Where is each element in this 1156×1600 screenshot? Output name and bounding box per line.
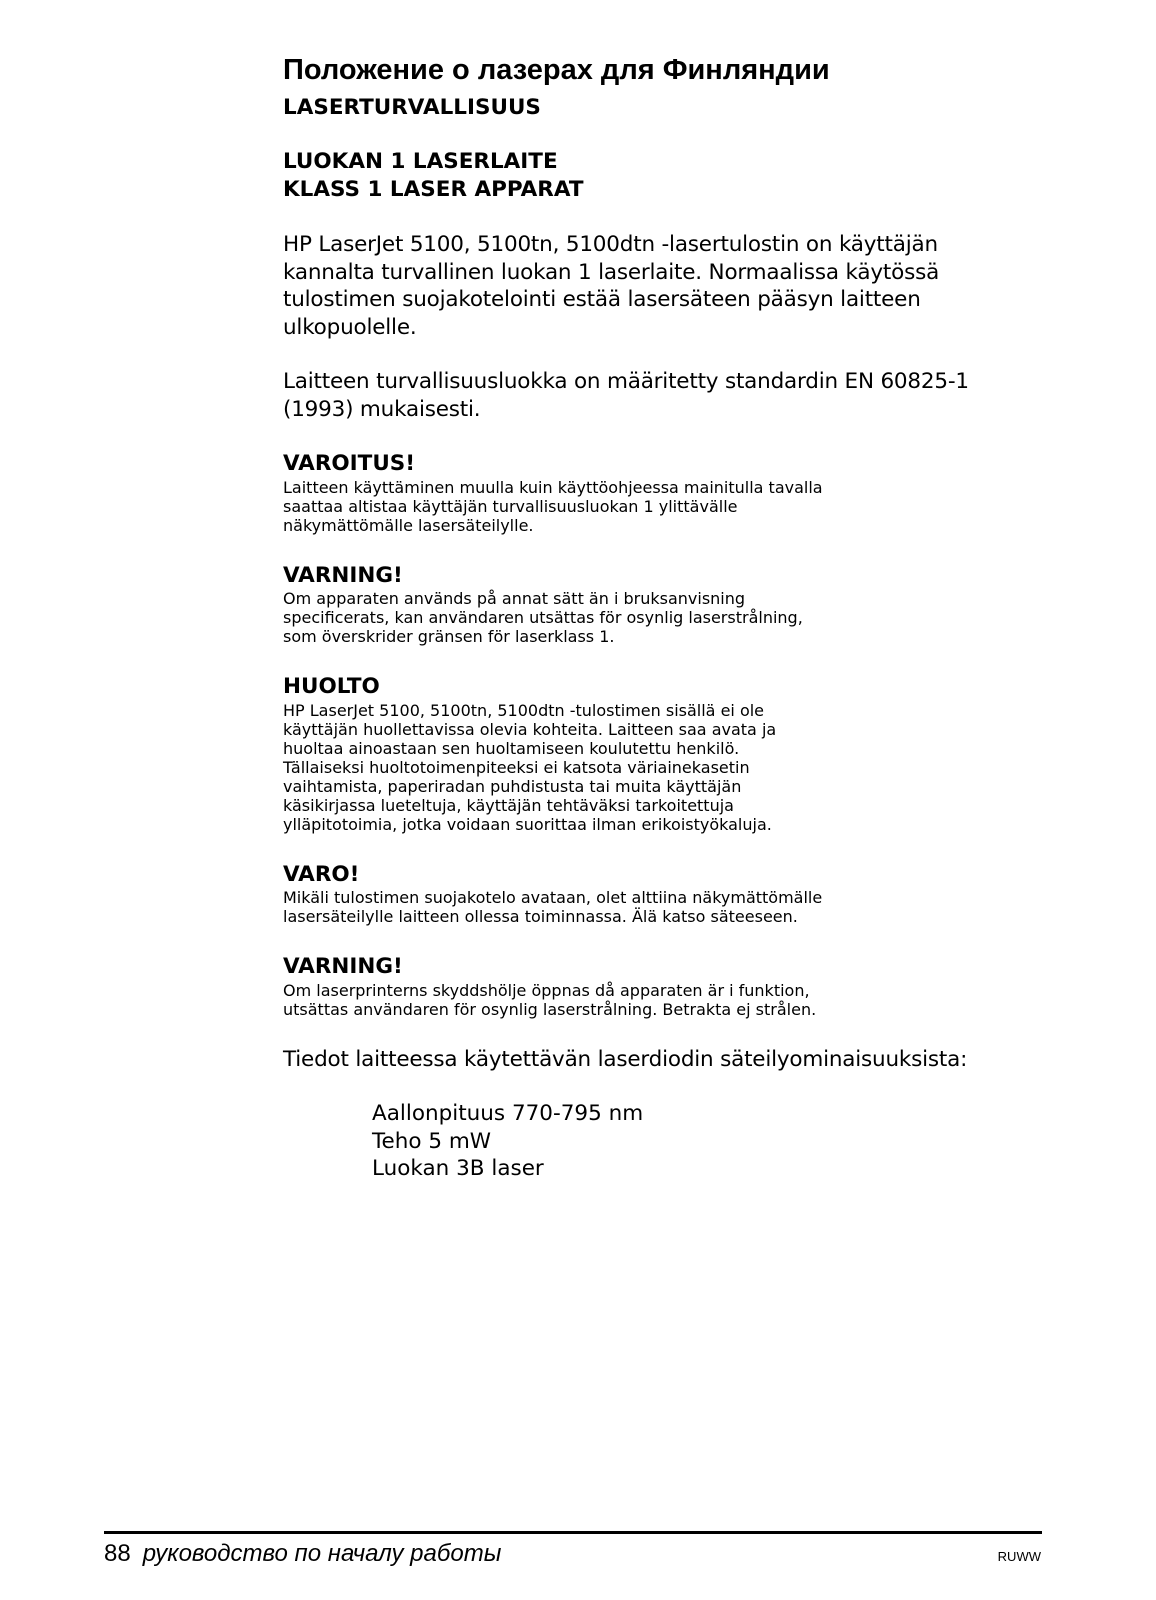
diode-intro bbox=[283, 1046, 1063, 1074]
spec-line: Teho 5 mW bbox=[372, 1128, 492, 1154]
warning-line: käyttäjän huollettavissa olevia kohteita. Laitteen saa avata ja bbox=[283, 719, 777, 739]
standard-line: Laitteen turvallisuusluokka on määritetty standardin EN 60825-1 bbox=[283, 369, 969, 394]
guide-title: руководство по началу работы bbox=[142, 1540, 502, 1567]
footer-left bbox=[104, 1539, 501, 1569]
standard-paragraph bbox=[283, 368, 1063, 423]
warning-line: Om apparaten används på annat sätt än i bruksanvisning bbox=[283, 589, 746, 608]
document-content bbox=[283, 52, 1063, 1183]
diode-specs bbox=[372, 1100, 1063, 1183]
laser-class-block bbox=[283, 148, 1063, 204]
warning-line: vaihtamista, paperiradan puhdistusta tai muita käyttäjän bbox=[283, 776, 742, 796]
warning-line: Om laserprinterns skyddshölje öppnas då apparaten är i funktion, bbox=[283, 980, 810, 1000]
warning-line: utsättas användaren för osynlig laserstrålning. Betrakta ej strålen. bbox=[283, 999, 817, 1019]
warning-line: specificerats, kan användaren utsättas för osynlig laserstrålning, bbox=[283, 608, 803, 627]
diode-intro-line: Tiedot laitteessa käytettävän laserdiodin säteilyominaisuuksista: bbox=[283, 1046, 968, 1072]
warning-line: saattaa altistaa käyttäjän turvallisuusluokan 1 ylittävälle bbox=[283, 496, 738, 516]
standard-line: (1993) mukaisesti. bbox=[283, 396, 481, 422]
intro-line: kannalta turvallinen luokan 1 laserlaite. Normaalissa käytössä bbox=[283, 259, 940, 285]
page-number: 88 bbox=[104, 1540, 131, 1567]
warning-title: VAROITUS! bbox=[283, 451, 416, 476]
warning-varning-2 bbox=[283, 953, 1063, 1019]
warning-line: Mikäli tulostimen suojakotelo avataan, olet alttiina näkymättömälle bbox=[283, 888, 823, 907]
warning-title: HUOLTO bbox=[283, 674, 380, 699]
spec-line: Aallonpituus 770-795 nm bbox=[372, 1101, 644, 1126]
warning-varoitus bbox=[283, 450, 1063, 535]
intro-line: ulkopuolelle. bbox=[283, 314, 417, 340]
warning-line: som överskrider gränsen för laserklass 1. bbox=[283, 627, 615, 646]
footer-rule bbox=[104, 1531, 1042, 1534]
warning-line: näkymättömälle lasersäteilylle. bbox=[283, 515, 534, 535]
warning-varning-1 bbox=[283, 562, 1063, 647]
warning-line: Tällaiseksi huoltotoimenpiteeksi ei katsota väriainekasetin bbox=[283, 757, 750, 777]
intro-line: tulostimen suojakotelointi estää lasersäteen pääsyn laitteen bbox=[283, 287, 921, 312]
class-line: KLASS 1 LASER APPARAT bbox=[283, 177, 584, 202]
warning-title: VARO! bbox=[283, 861, 360, 887]
warning-line: ylläpitotoimia, jotka voidaan suorittaa ilman erikoistyökaluja. bbox=[283, 814, 772, 834]
warning-line: Laitteen käyttäminen muulla kuin käyttöohjeessa mainitulla tavalla bbox=[283, 477, 823, 497]
warning-line: lasersäteilylle laitteen ollessa toiminnassa. Älä katso säteeseen. bbox=[283, 907, 798, 926]
spec-line: Luokan 3B laser bbox=[372, 1156, 544, 1181]
section-huolto bbox=[283, 673, 1063, 834]
section-heading: LASERTURVALLISUUS bbox=[283, 95, 541, 120]
intro-paragraph bbox=[283, 231, 1063, 341]
class-line: LUOKAN 1 LASERLAITE bbox=[283, 149, 558, 174]
footer-code: RUWW bbox=[997, 1549, 1041, 1564]
warning-title: VARNING! bbox=[283, 954, 403, 979]
warning-title: VARNING! bbox=[283, 562, 403, 588]
warning-line: huoltaa ainoastaan sen huoltamiseen koulutettu henkilö. bbox=[283, 738, 740, 758]
warning-line: HP LaserJet 5100, 5100tn, 5100dtn -tulostimen sisällä ei ole bbox=[283, 700, 765, 720]
intro-line: HP LaserJet 5100, 5100tn, 5100dtn -lasertulostin on käyttäjän bbox=[283, 232, 938, 257]
page-title: Положение о лазерах для Финляндии bbox=[283, 54, 830, 86]
warning-varo bbox=[283, 861, 1063, 927]
warning-line: käsikirjassa lueteltuja, käyttäjän tehtäväksi tarkoitettuja bbox=[283, 795, 734, 815]
